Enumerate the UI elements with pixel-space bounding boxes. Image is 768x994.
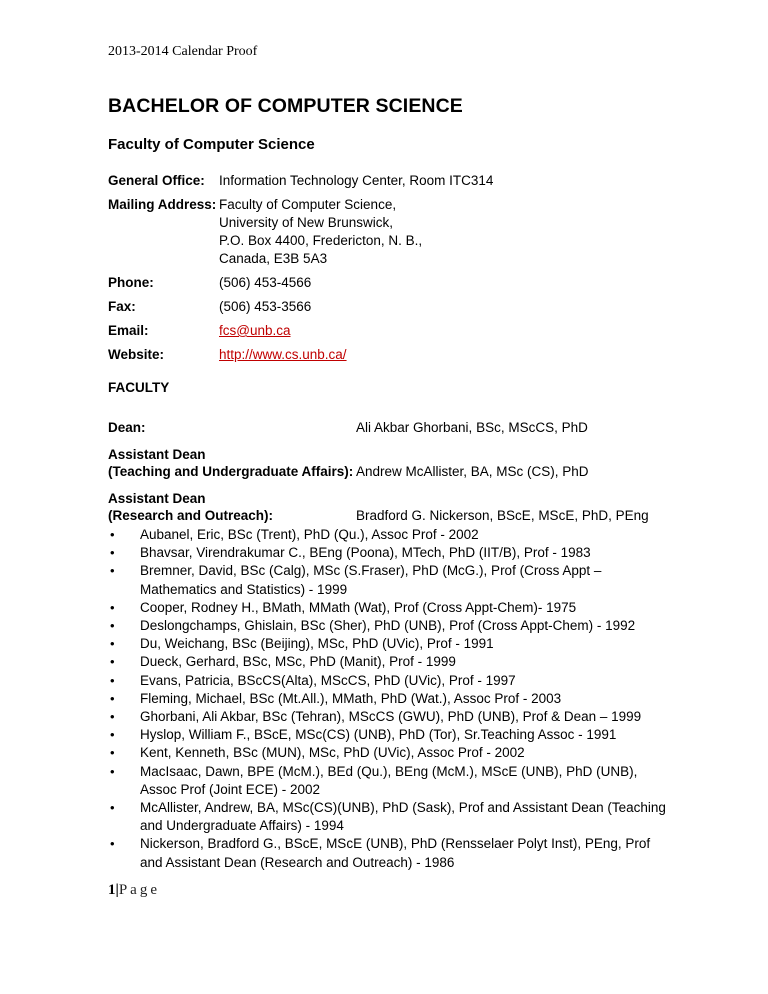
general-office-value: Information Technology Center, Room ITC314	[219, 173, 494, 188]
mailing-address-line: Faculty of Computer Science,	[219, 197, 397, 212]
faculty-section-heading: FACULTY	[108, 380, 170, 395]
faculty-member: • Fleming, Michael, BSc (Mt.All.), MMath, PhD (Wat.), Assoc Prof - 2003	[108, 690, 668, 708]
mailing-address-line: P.O. Box 4400, Fredericton, N. B.,	[219, 233, 423, 248]
faculty-member: • Du, Weichang, BSc (Beijing), MSc, PhD (UVic), Prof - 1991	[108, 635, 668, 653]
assistant-dean-research-row	[108, 490, 668, 524]
email-link[interactable]: fcs@unb.ca	[219, 323, 291, 338]
running-header: 2013-2014 Calendar Proof	[108, 44, 258, 59]
mailing-address-line: University of New Brunswick,	[219, 215, 394, 230]
page-number: 1	[108, 882, 116, 898]
faculty-member: • Bhavsar, Virendrakumar C., BEng (Poona), MTech, PhD (IIT/B), Prof - 1983	[108, 544, 668, 562]
faculty-member: • Kent, Kenneth, BSc (MUN), MSc, PhD (UVic), Assoc Prof - 2002	[108, 744, 668, 762]
assistant-dean-portfolio: (Teaching and Undergraduate Affairs):	[108, 464, 354, 479]
email-row	[108, 323, 668, 341]
faculty-member: • Cooper, Rodney H., BMath, MMath (Wat), Prof (Cross Appt-Chem)- 1975	[108, 599, 668, 617]
website-row	[108, 347, 668, 365]
faculty-name: Faculty of Computer Science	[108, 136, 315, 153]
faculty-member: • Deslongchamps, Ghislain, BSc (Sher), PhD (UNB), Prof (Cross Appt-Chem) - 1992	[108, 617, 668, 635]
phone-row	[108, 275, 668, 293]
fax-value: (506) 453-3566	[219, 299, 312, 314]
footer-separator: |	[115, 882, 119, 898]
faculty-member: • MacIsaac, Dawn, BPE (McM.), BEd (Qu.), BEng (McM.), MScE (UNB), PhD (UNB), Assoc Prof (Joint ECE) - 2002	[108, 763, 668, 799]
assistant-dean-teaching-name: Andrew McAllister, BA, MSc (CS), PhD	[356, 464, 589, 479]
phone-value: (506) 453-4566	[219, 275, 312, 290]
assistant-dean-portfolio: (Research and Outreach):	[108, 508, 274, 523]
faculty-member: • Dueck, Gerhard, BSc, MSc, PhD (Manit), Prof - 1999	[108, 653, 668, 671]
faculty-member: • Hyslop, William F., BScE, MSc(CS) (UNB), PhD (Tor), Sr.Teaching Assoc - 1991	[108, 726, 668, 744]
administration-block	[108, 419, 668, 534]
assistant-dean-label: Assistant Dean	[108, 447, 206, 462]
page-footer	[108, 882, 160, 899]
assistant-dean-teaching-row	[108, 446, 668, 480]
email-label: Email:	[108, 323, 149, 338]
website-label: Website:	[108, 347, 165, 362]
document-title: BACHELOR OF COMPUTER SCIENCE	[108, 95, 463, 117]
general-office-row	[108, 173, 668, 191]
fax-row	[108, 299, 668, 317]
faculty-member-list	[108, 526, 668, 872]
assistant-dean-research-name: Bradford G. Nickerson, BScE, MScE, PhD, PEng	[356, 508, 649, 523]
mailing-address-line: Canada, E3B 5A3	[219, 251, 328, 266]
contact-block	[108, 173, 668, 365]
website-link[interactable]: http://www.cs.unb.ca/	[219, 347, 347, 362]
dean-name: Ali Akbar Ghorbani, BSc, MScCS, PhD	[356, 420, 588, 435]
faculty-member: • Aubanel, Eric, BSc (Trent), PhD (Qu.), Assoc Prof - 2002	[108, 526, 668, 544]
dean-row	[108, 419, 668, 436]
page-word: Page	[118, 882, 160, 898]
assistant-dean-label: Assistant Dean	[108, 491, 206, 506]
general-office-label: General Office:	[108, 173, 205, 188]
mailing-address-row	[108, 197, 668, 215]
faculty-member: • Ghorbani, Ali Akbar, BSc (Tehran), MScCS (GWU), PhD (UNB), Prof & Dean – 1999	[108, 708, 668, 726]
faculty-member: • Bremner, David, BSc (Calg), MSc (S.Fraser), PhD (McG.), Prof (Cross Appt – Mathematics and Statistics) - 1999	[108, 562, 668, 598]
faculty-member: • McAllister, Andrew, BA, MSc(CS)(UNB), PhD (Sask), Prof and Assistant Dean (Teaching and Undergraduate Affairs) - 1994	[108, 799, 668, 835]
phone-label: Phone:	[108, 275, 154, 290]
mailing-address-label: Mailing Address:	[108, 197, 217, 212]
faculty-member: • Nickerson, Bradford G., BScE, MScE (UNB), PhD (Rensselaer Polyt Inst), PEng, Prof and Assistant Dean (Research and Outreach) - 1986	[108, 835, 668, 871]
dean-label: Dean:	[108, 420, 146, 435]
fax-label: Fax:	[108, 299, 136, 314]
faculty-member: • Evans, Patricia, BScCS(Alta), MScCS, PhD (UVic), Prof - 1997	[108, 672, 668, 690]
